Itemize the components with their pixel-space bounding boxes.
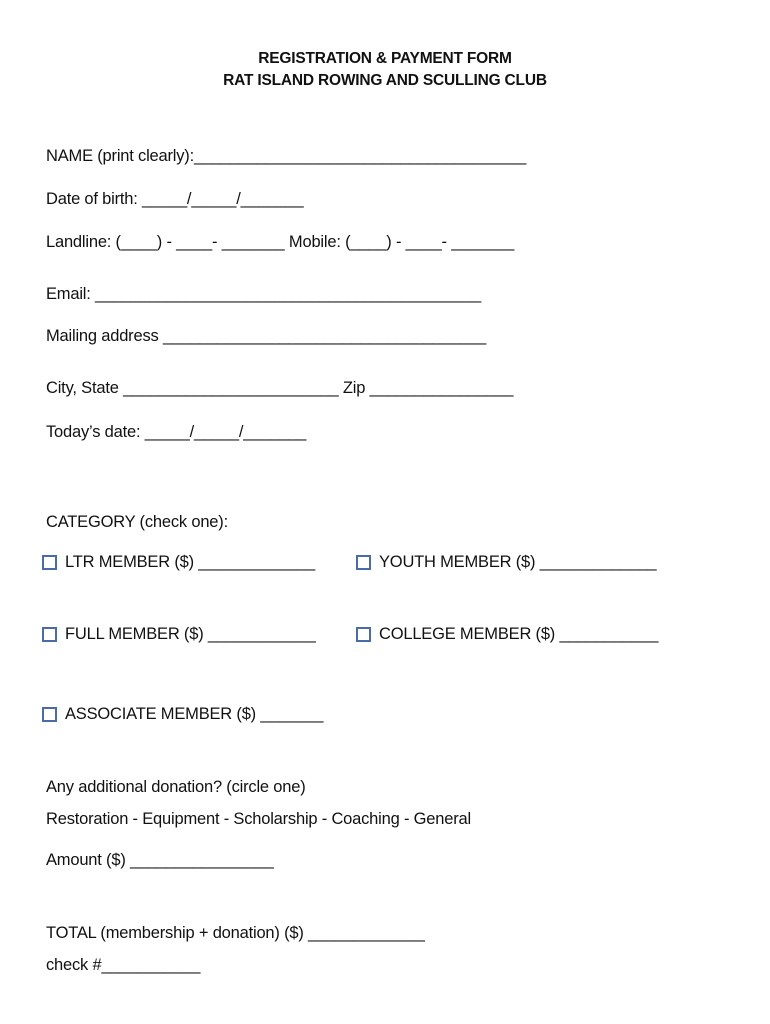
ltr-member-option[interactable] bbox=[42, 553, 315, 572]
youth-member-label: YOUTH MEMBER ($) _____________ bbox=[379, 553, 657, 571]
checkbox[interactable] bbox=[356, 627, 371, 642]
donation-choices[interactable]: Restoration - Equipment - Scholarship - Coaching - General bbox=[46, 810, 471, 828]
youth-member-option[interactable] bbox=[356, 553, 656, 572]
associate-member-label: ASSOCIATE MEMBER ($) _______ bbox=[65, 705, 324, 723]
email-field[interactable]: Email: ___________________________________________ bbox=[46, 285, 482, 303]
todays-date-field[interactable]: Today’s date: _____/_____/_______ bbox=[46, 423, 307, 441]
donation-question: Any additional donation? (circle one) bbox=[46, 778, 306, 796]
category-heading: CATEGORY (check one): bbox=[46, 513, 228, 531]
college-member-option[interactable] bbox=[356, 625, 658, 644]
city-state-zip-field[interactable]: City, State ________________________ Zip ________________ bbox=[46, 379, 514, 397]
name-field[interactable]: NAME (print clearly):_____________________________________ bbox=[46, 147, 527, 165]
club-name: RAT ISLAND ROWING AND SCULLING CLUB bbox=[223, 72, 547, 89]
full-member-label: FULL MEMBER ($) ____________ bbox=[65, 625, 316, 643]
associate-member-option[interactable] bbox=[42, 705, 323, 724]
full-member-option[interactable] bbox=[42, 625, 316, 644]
checkbox[interactable] bbox=[42, 627, 57, 642]
ltr-member-label: LTR MEMBER ($) _____________ bbox=[65, 553, 315, 571]
total-field[interactable]: TOTAL (membership + donation) ($) _____________ bbox=[46, 924, 425, 942]
form-title: REGISTRATION & PAYMENT FORM bbox=[258, 50, 512, 67]
phone-field[interactable]: Landline: (____) - ____- _______ Mobile: (____) - ____- _______ bbox=[46, 233, 515, 251]
checkbox[interactable] bbox=[42, 555, 57, 570]
donation-amount-field[interactable]: Amount ($) ________________ bbox=[46, 851, 274, 869]
check-number-field[interactable]: check #___________ bbox=[46, 956, 201, 974]
dob-field[interactable]: Date of birth: _____/_____/_______ bbox=[46, 190, 304, 208]
checkbox[interactable] bbox=[356, 555, 371, 570]
mailing-address-field[interactable]: Mailing address ____________________________________ bbox=[46, 327, 487, 345]
college-member-label: COLLEGE MEMBER ($) ___________ bbox=[379, 625, 659, 643]
checkbox[interactable] bbox=[42, 707, 57, 722]
